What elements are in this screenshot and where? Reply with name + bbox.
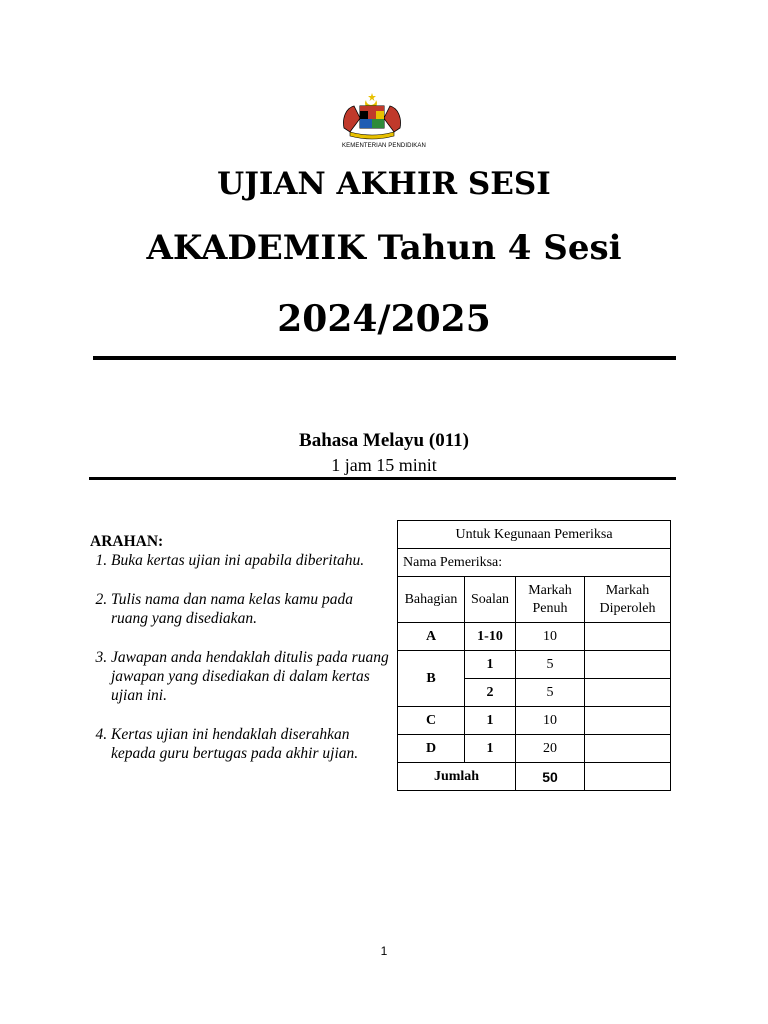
instructions-list <box>90 551 390 763</box>
total-row <box>398 763 671 791</box>
government-crest-logo <box>340 92 404 140</box>
instructions-block <box>90 532 390 783</box>
total-label: Jumlah <box>398 763 516 791</box>
title-line-3: 2024/2025 <box>277 298 491 340</box>
table-row <box>398 651 671 679</box>
marks-obtained-cell[interactable] <box>585 707 671 735</box>
instruction-item: 2. Tulis nama dan nama kelas kamu pada ruang yang disediakan. <box>111 590 390 628</box>
page-number: 1 <box>380 944 388 958</box>
header-marks-obtained: Markah Diperoleh <box>585 577 671 623</box>
section-cell: D <box>398 735 465 763</box>
total-obtained-cell[interactable] <box>585 763 671 791</box>
header-question: Soalan <box>465 577 516 623</box>
section-cell: B <box>398 651 465 707</box>
section-cell: C <box>398 707 465 735</box>
question-cell: 1 <box>465 651 516 679</box>
ministry-caption: KEMENTERIAN PENDIDIKAN <box>342 143 426 149</box>
examiner-table-title: Untuk Kegunaan Pemeriksa <box>398 521 671 549</box>
marks-obtained-cell[interactable] <box>585 679 671 707</box>
examiner-name-label: Nama Pemeriksa: <box>398 549 671 577</box>
marks-obtained-cell[interactable] <box>585 735 671 763</box>
total-value: 50 <box>516 763 585 791</box>
table-row <box>398 707 671 735</box>
header-full-marks: Markah Penuh <box>516 577 585 623</box>
question-cell: 1-10 <box>465 623 516 651</box>
section-cell: A <box>398 623 465 651</box>
full-marks-cell: 5 <box>516 651 585 679</box>
full-marks-cell: 10 <box>516 623 585 651</box>
table-row <box>398 623 671 651</box>
exam-duration: 1 jam 15 minit <box>331 455 437 475</box>
instruction-item: 4. Kertas ujian ini hendaklah diserahkan kepada guru bertugas pada akhir ujian. <box>111 725 390 763</box>
examiner-table <box>397 520 671 791</box>
marks-obtained-cell[interactable] <box>585 651 671 679</box>
instruction-item: 3. Jawapan anda hendaklah ditulis pada ruang jawapan yang disediakan di dalam kertas ujian ini. <box>111 648 390 705</box>
table-row <box>398 735 671 763</box>
full-marks-cell: 10 <box>516 707 585 735</box>
title-divider <box>93 356 676 360</box>
title-line-1: UJIAN AKHIR SESI <box>217 166 551 202</box>
subject-title: Bahasa Melayu (011) <box>299 430 469 451</box>
title-line-2: AKADEMIK Tahun 4 Sesi <box>146 228 622 268</box>
question-cell: 1 <box>465 735 516 763</box>
instructions-heading: ARAHAN: <box>90 533 164 550</box>
subject-divider <box>89 477 676 480</box>
question-cell: 1 <box>465 707 516 735</box>
header-section: Bahagian <box>398 577 465 623</box>
instruction-item: 1. Buka kertas ujian ini apabila diberitahu. <box>111 551 390 570</box>
question-cell: 2 <box>465 679 516 707</box>
full-marks-cell: 20 <box>516 735 585 763</box>
marks-obtained-cell[interactable] <box>585 623 671 651</box>
full-marks-cell: 5 <box>516 679 585 707</box>
